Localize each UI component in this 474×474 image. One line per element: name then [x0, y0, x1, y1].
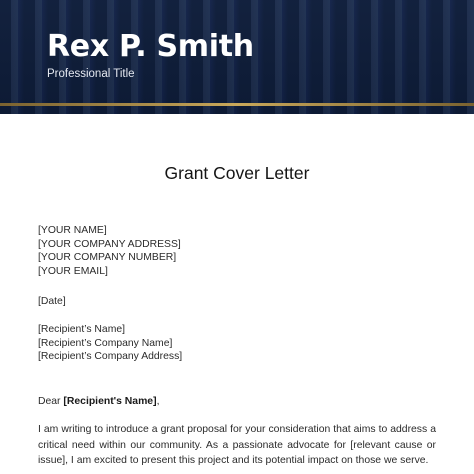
recipient-name-placeholder: [Recipient’s Name]: [38, 324, 126, 335]
sender-email-placeholder: [YOUR EMAIL]: [38, 265, 108, 277]
sender-address-placeholder: [YOUR COMPANY ADDRESS]: [38, 238, 181, 250]
date-block: [38, 295, 448, 309]
sender-name: Rex P. Smith: [47, 29, 254, 64]
professional-title: Professional Title: [47, 68, 135, 80]
letterhead-banner: [0, 0, 474, 114]
document-title: Grant Cover Letter: [164, 163, 310, 183]
sender-address-block: [38, 224, 448, 278]
salutation-punctuation: ,: [156, 396, 160, 407]
salutation: [38, 395, 448, 409]
accent-divider: [0, 103, 474, 106]
recipient-address-placeholder: [Recipient’s Company Address]: [38, 351, 183, 362]
salutation-recipient-name: [Recipient's Name]: [63, 396, 157, 407]
sender-name-placeholder: [YOUR NAME]: [38, 225, 107, 236]
sender-number-placeholder: [YOUR COMPANY NUMBER]: [38, 252, 177, 263]
date-placeholder: [Date]: [38, 296, 66, 307]
body-paragraph: I am writing to introduce a grant proposal for your consideration that aims to address a critical need within our community. As a passionate advocate for [relevant cause or issue], I am excited to present this project and its potential impact on those we serve.: [38, 424, 436, 466]
recipient-address-block: [38, 323, 448, 364]
recipient-company-placeholder: [Recipient’s Company Name]: [38, 337, 173, 349]
salutation-greeting: Dear: [38, 396, 64, 407]
